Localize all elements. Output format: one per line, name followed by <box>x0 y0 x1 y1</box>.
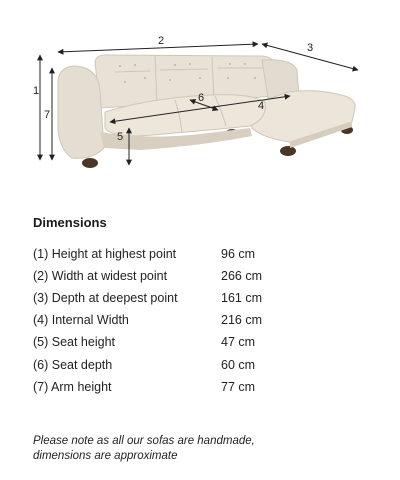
dimension-value: 96 cm <box>221 247 256 262</box>
note-line: Please note as all our sofas are handmade, <box>33 435 255 447</box>
chaise-seat <box>248 91 355 142</box>
dimension-label: (4) Internal Width <box>33 313 129 328</box>
sofa-leg <box>280 146 296 156</box>
dimension-row <box>33 309 373 331</box>
marker-5: 5 <box>117 131 124 143</box>
dimension-row <box>33 265 373 287</box>
dimension-row <box>33 243 373 265</box>
dimension-value: 60 cm <box>221 357 256 372</box>
dimension-row <box>33 376 373 398</box>
dimension-label: (2) Width at widest point <box>33 269 168 284</box>
dimension-value: 161 cm <box>221 291 262 306</box>
dimension-row <box>33 353 373 375</box>
dimension-value: 47 cm <box>221 335 256 350</box>
marker-7: 7 <box>44 109 51 121</box>
dimensions-heading: Dimensions <box>33 215 107 230</box>
dimension-label: (5) Seat height <box>33 335 115 350</box>
marker-6: 6 <box>198 92 205 104</box>
dimension-label: (6) Seat depth <box>33 357 113 372</box>
dimension-label: (3) Depth at deepest point <box>33 291 178 306</box>
handmade-note <box>33 434 363 464</box>
marker-1: 1 <box>33 85 40 97</box>
dimension-row <box>33 331 373 353</box>
marker-4: 4 <box>258 100 265 112</box>
dimension-label: (7) Arm height <box>33 379 112 394</box>
sofa-illustration <box>0 0 400 200</box>
sofa-leg <box>82 158 98 168</box>
dimension-label: (1) Height at highest point <box>33 247 177 262</box>
dimension-value: 77 cm <box>221 379 256 394</box>
note-line: dimensions are approximate <box>33 450 178 462</box>
marker-3: 3 <box>307 42 314 54</box>
sofa-dimension-diagram <box>0 0 400 200</box>
dimension-value: 216 cm <box>221 313 262 328</box>
marker-2: 2 <box>158 35 165 47</box>
left-arm <box>58 66 104 158</box>
dimension-value: 266 cm <box>221 269 262 284</box>
dimension-row <box>33 287 373 309</box>
dimensions-list <box>33 243 373 398</box>
